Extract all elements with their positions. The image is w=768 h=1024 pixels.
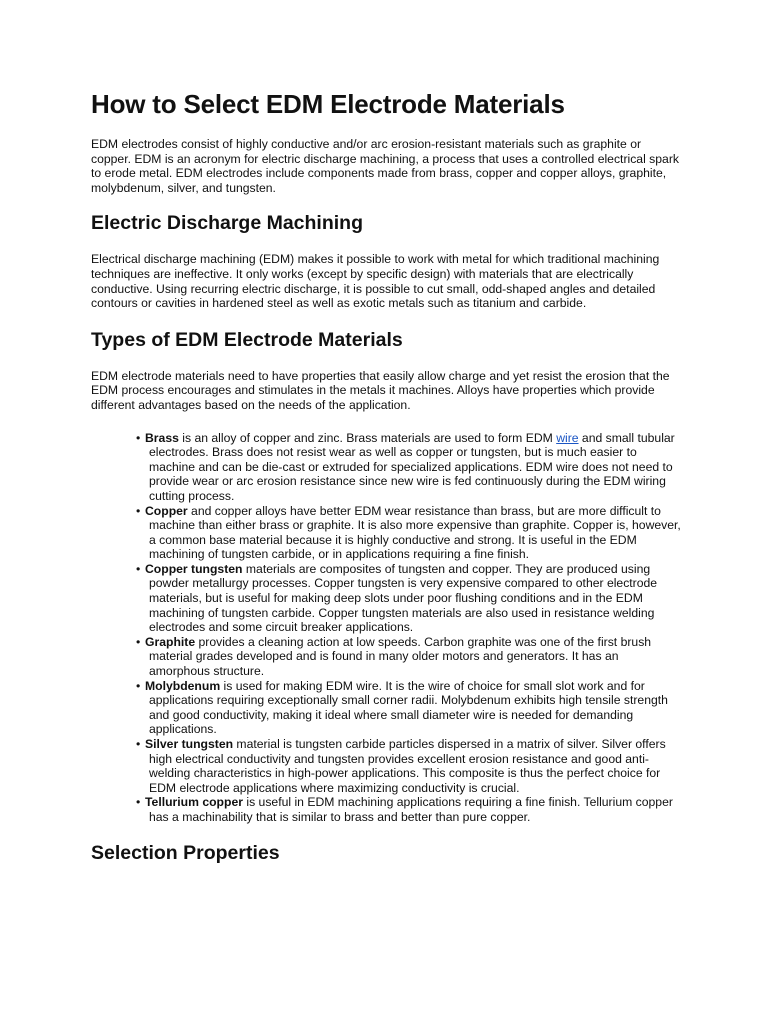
list-item-brass bbox=[127, 431, 681, 504]
document-page bbox=[91, 88, 681, 865]
intro-paragraph: EDM electrodes consist of highly conductive and/or arc erosion-resistant materials such as graphite or copper. EDM is an acronym for electric discharge machining, a process that uses a controlled electrical spark to erode metal. EDM electrodes include components made from brass, copper and copper alloys, graphite, molybdenum, silver, and tungsten. bbox=[91, 137, 679, 195]
copper-tungsten-text: materials are composites of tungsten and copper. They are produced using powder metallurgy processes. Copper tungsten is very expensive compared to other electrode materials, but is useful for making deep slots under poor flushing conditions and in the EDM machining of tungsten carbide. Copper tungsten materials are also used in resistance welding electrodes and some circuit breaker applications. bbox=[149, 561, 658, 635]
term-brass: Brass bbox=[145, 430, 179, 445]
copper-text: and copper alloys have better EDM wear resistance than brass, but are more difficult to machine than either brass or graphite. It is also more expensive than graphite. Copper is, however, a common base material because it is highly conductive and strong. It is useful in the EDM machining of tungsten carbide, or in applications requiring a fine finish. bbox=[149, 503, 681, 562]
heading-electric-discharge-machining: Electric Discharge Machining bbox=[91, 212, 364, 235]
term-silver-tungsten: Silver tungsten bbox=[145, 737, 234, 751]
silver-tungsten-text: material is tungsten carbide particles dispersed in a matrix of silver. Silver offers high electrical conductivity and tungsten provides excellent erosion resistance and good anti-welding characteristics in high-power applications. This composite is thus the perfect choice for EDM electrode applications where maximizing conductivity is crucial. bbox=[149, 737, 666, 795]
bullet-glyph: • bbox=[136, 503, 141, 518]
edm-paragraph: Electrical discharge machining (EDM) makes it possible to work with metal for which traditional machining techniques are ineffective. It only works (except by specific design) with materials that are electrically conductive. Using recurring electric discharge, it is possible to cut small, odd-shaped angles and detailed contours or cavities in hardened steel as well as exotic metals such as titanium and carbide. bbox=[91, 252, 660, 311]
tellurium-copper-text: is useful in EDM machining applications requiring a fine finish. Tellurium copper has a machinability that is similar to brass and better than pure copper. bbox=[149, 795, 673, 824]
types-paragraph: EDM electrode materials need to have properties that easily allow charge and yet resist the erosion that the EDM process encourages and stimulates in the metals it machines. Alloys have properties which provide different advantages based on the needs of the application. bbox=[91, 368, 670, 412]
bullet-glyph: • bbox=[136, 678, 141, 693]
materials-list bbox=[91, 431, 681, 825]
bullet-glyph: • bbox=[136, 737, 141, 751]
term-copper-tungsten: Copper tungsten bbox=[145, 561, 243, 576]
term-graphite: Graphite bbox=[145, 634, 196, 649]
list-item-molybdenum bbox=[127, 679, 681, 737]
list-item-copper-tungsten bbox=[127, 562, 681, 635]
heading-selection-properties: Selection Properties bbox=[91, 841, 280, 864]
wire-link[interactable]: wire bbox=[556, 430, 579, 445]
term-molybdenum: Molybdenum bbox=[145, 678, 221, 693]
heading-types-of-edm-electrode-materials: Types of EDM Electrode Materials bbox=[91, 328, 403, 351]
list-item-copper bbox=[127, 504, 681, 562]
bullet-glyph: • bbox=[136, 795, 141, 810]
brass-text-2: and small tubular electrodes. Brass does not resist wear as well as copper or tungsten, but is much easier to machine and can be die-cast or extruded for specialized applications. EDM wire does not need to provide wear or arc erosion resistance since new wire is fed continuously during the EDM wiring cutting process. bbox=[149, 430, 675, 503]
list-item-silver-tungsten bbox=[127, 737, 681, 795]
bullet-glyph: • bbox=[136, 430, 141, 445]
brass-text-1: is an alloy of copper and zinc. Brass materials are used to form EDM bbox=[178, 430, 557, 445]
molybdenum-text: is used for making EDM wire. It is the wire of choice for small slot work and for applications requiring exceptionally small corner radii. Molybdenum exhibits high tensile strength and good conductivity, making it ideal where small diameter wire is needed for demanding applications. bbox=[149, 678, 668, 737]
bullet-glyph: • bbox=[136, 561, 141, 576]
list-item-graphite bbox=[127, 635, 681, 679]
term-tellurium-copper: Tellurium copper bbox=[145, 795, 243, 810]
page-title: How to Select EDM Electrode Materials bbox=[91, 89, 565, 119]
graphite-text: provides a cleaning action at low speeds. Carbon graphite was one of the first brush material grades developed and is found in many older motors and generators. It has an amorphous structure. bbox=[149, 634, 652, 679]
bullet-glyph: • bbox=[136, 634, 141, 649]
term-copper: Copper bbox=[145, 503, 188, 518]
list-item-tellurium-copper bbox=[127, 795, 681, 824]
